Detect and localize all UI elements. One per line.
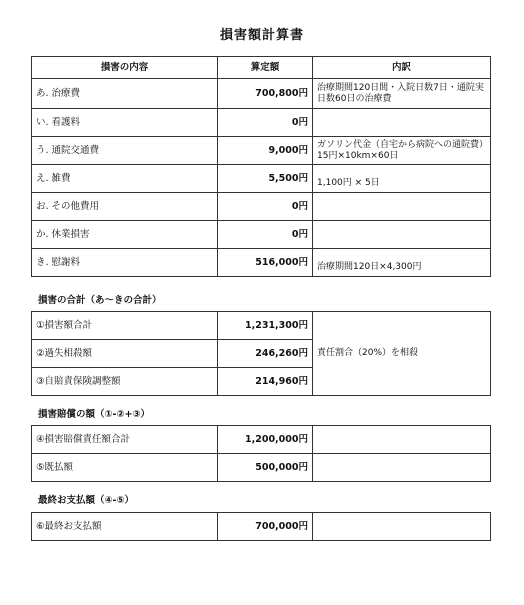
row-amount: 246,260円 — [218, 340, 313, 368]
row-detail — [313, 137, 491, 165]
section-heading-final: 最終お支払額（④-⑤） — [38, 495, 135, 506]
final-table — [31, 512, 491, 541]
row-label: き. 慰謝料 — [32, 249, 218, 277]
table-row — [32, 454, 491, 482]
detail-line: 15円×10km×60日 — [317, 150, 399, 161]
table-row — [32, 137, 491, 165]
section-heading-total: 損害の合計（あ〜きの合計） — [38, 295, 162, 306]
table-row — [32, 312, 491, 340]
document-title: 損害額計算書 — [219, 28, 304, 43]
row-detail — [313, 193, 491, 221]
table-row — [32, 249, 491, 277]
row-amount: 214,960円 — [218, 368, 313, 396]
row-label: か. 休業損害 — [32, 221, 218, 249]
table-row — [32, 193, 491, 221]
header-amount: 算定額 — [218, 57, 313, 79]
row-amount: 500,000円 — [218, 454, 313, 482]
row-detail — [313, 221, 491, 249]
row-detail — [313, 454, 491, 482]
row-amount: 1,200,000円 — [218, 426, 313, 454]
row-amount: 0円 — [218, 193, 313, 221]
row-detail — [313, 109, 491, 137]
detail-line: ガソリン代金（自宅から病院への通院費） — [317, 139, 489, 150]
header-detail: 内訳 — [313, 57, 491, 79]
row-amount: 9,000円 — [218, 137, 313, 165]
table-row — [32, 221, 491, 249]
section-heading-compensation: 損害賠償の額（①-②+③） — [38, 409, 151, 420]
row-amount: 1,231,300円 — [218, 312, 313, 340]
totals-table — [31, 311, 491, 396]
row-label: ①損害額合計 — [32, 312, 218, 340]
row-detail — [313, 426, 491, 454]
row-amount: 700,000円 — [218, 513, 313, 541]
row-label: ③自賠責保険調整額 — [32, 368, 218, 396]
row-label: い. 看護料 — [32, 109, 218, 137]
row-amount: 5,500円 — [218, 165, 313, 193]
row-label: ⑤既払額 — [32, 454, 218, 482]
row-detail: 1,100円 × 5日 — [313, 165, 491, 193]
row-amount: 700,800円 — [218, 79, 313, 109]
row-amount: 0円 — [218, 109, 313, 137]
row-label: ②過失相殺額 — [32, 340, 218, 368]
row-label: う. 通院交通費 — [32, 137, 218, 165]
table-row — [32, 426, 491, 454]
row-detail: 治療期間120日間・入院日数7日・通院実日数60日の治療費 — [313, 79, 491, 109]
header-item: 損害の内容 — [32, 57, 218, 79]
row-amount: 0円 — [218, 221, 313, 249]
row-label: あ. 治療費 — [32, 79, 218, 109]
row-label: え. 雑費 — [32, 165, 218, 193]
table-header-row — [32, 57, 491, 79]
row-detail: 治療期間120日×4,300円 — [313, 249, 491, 277]
row-amount: 516,000円 — [218, 249, 313, 277]
row-label: お. その他費用 — [32, 193, 218, 221]
row-label: ④損害賠償責任額合計 — [32, 426, 218, 454]
damages-table — [31, 56, 491, 277]
totals-note: 責任割合（20%）を相殺 — [313, 312, 491, 396]
table-row — [32, 109, 491, 137]
table-row — [32, 79, 491, 109]
table-row — [32, 513, 491, 541]
row-detail — [313, 513, 491, 541]
compensation-table — [31, 425, 491, 482]
table-row — [32, 165, 491, 193]
row-label: ⑥最終お支払額 — [32, 513, 218, 541]
